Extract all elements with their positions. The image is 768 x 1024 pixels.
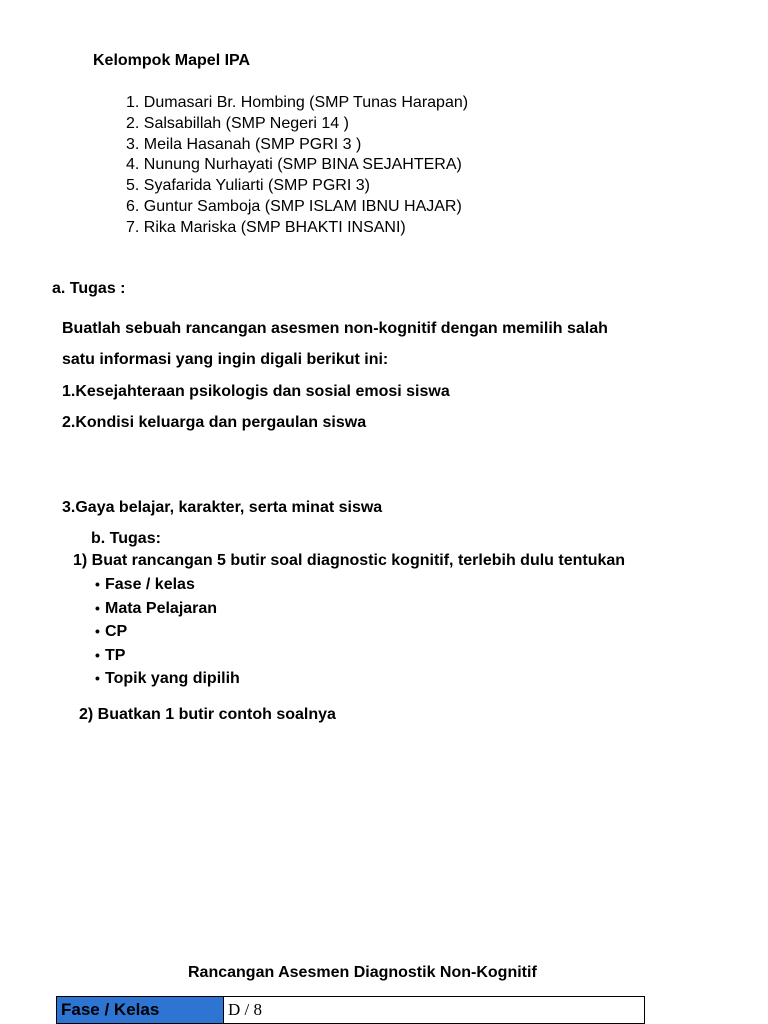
task-b-step-2: 2) Buatkan 1 butir contoh soalnya — [79, 706, 336, 723]
member-item: 2. Salsabillah (SMP Negeri 14 ) — [126, 114, 349, 132]
section-a-heading: a. Tugas : — [52, 280, 126, 297]
assessment-table — [56, 996, 645, 1024]
table-row-label: Fase / Kelas — [57, 997, 224, 1024]
task-b-step-1: 1) Buat rancangan 5 butir soal diagnostic kognitif, terlebih dulu tentukan — [73, 552, 626, 569]
bullet-item — [95, 573, 240, 597]
bullet-text: CP — [105, 623, 128, 641]
member-item: 1. Dumasari Br. Hombing (SMP Tunas Harapan) — [126, 94, 469, 111]
task-a-option-3: 3.Gaya belajar, karakter, serta minat siswa — [62, 499, 383, 516]
member-list — [126, 93, 468, 239]
bullet-item — [95, 644, 240, 668]
bullet-list — [95, 573, 240, 691]
task-a-option-2: 2.Kondisi keluarga dan pergaulan siswa — [62, 414, 367, 431]
bullet-item — [95, 597, 240, 621]
group-title: Kelompok Mapel IPA — [93, 52, 251, 69]
bullet-text: TP — [105, 646, 126, 664]
bullet-dot-icon: • — [95, 599, 100, 616]
section-b-heading: b. Tugas: — [91, 530, 161, 547]
bullet-item — [95, 667, 240, 691]
task-a-line-2: satu informasi yang ingin digali berikut ini: — [62, 351, 389, 368]
member-item: 3. Meila Hasanah (SMP PGRI 3 ) — [126, 135, 362, 153]
member-item: 5. Syafarida Yuliarti (SMP PGRI 3) — [126, 177, 370, 195]
member-item: 6. Guntur Samboja (SMP ISLAM IBNU HAJAR) — [126, 197, 462, 215]
member-item: 4. Nunung Nurhayati (SMP BINA SEJAHTERA) — [126, 156, 462, 174]
bullet-dot-icon: • — [95, 646, 100, 663]
table-title: Rancangan Asesmen Diagnostik Non-Kognitif — [188, 964, 537, 981]
member-item: 7. Rika Mariska (SMP BHAKTI INSANI) — [126, 218, 406, 236]
bullet-dot-icon: • — [95, 623, 100, 640]
task-a-line-1: Buatlah sebuah rancangan asesmen non-kognitif dengan memilih salah — [62, 320, 608, 337]
bullet-text: Topik yang dipilih — [105, 670, 240, 688]
task-a-option-1: 1.Kesejahteraan psikologis dan sosial emosi siswa — [62, 383, 450, 400]
bullet-item — [95, 620, 240, 644]
bullet-dot-icon: • — [95, 576, 100, 592]
bullet-text: Mata Pelajaran — [105, 599, 218, 617]
table-row-value: D / 8 — [224, 997, 645, 1024]
bullet-dot-icon: • — [95, 670, 100, 687]
bullet-text: Fase / kelas — [105, 576, 195, 593]
table-row — [57, 997, 645, 1024]
